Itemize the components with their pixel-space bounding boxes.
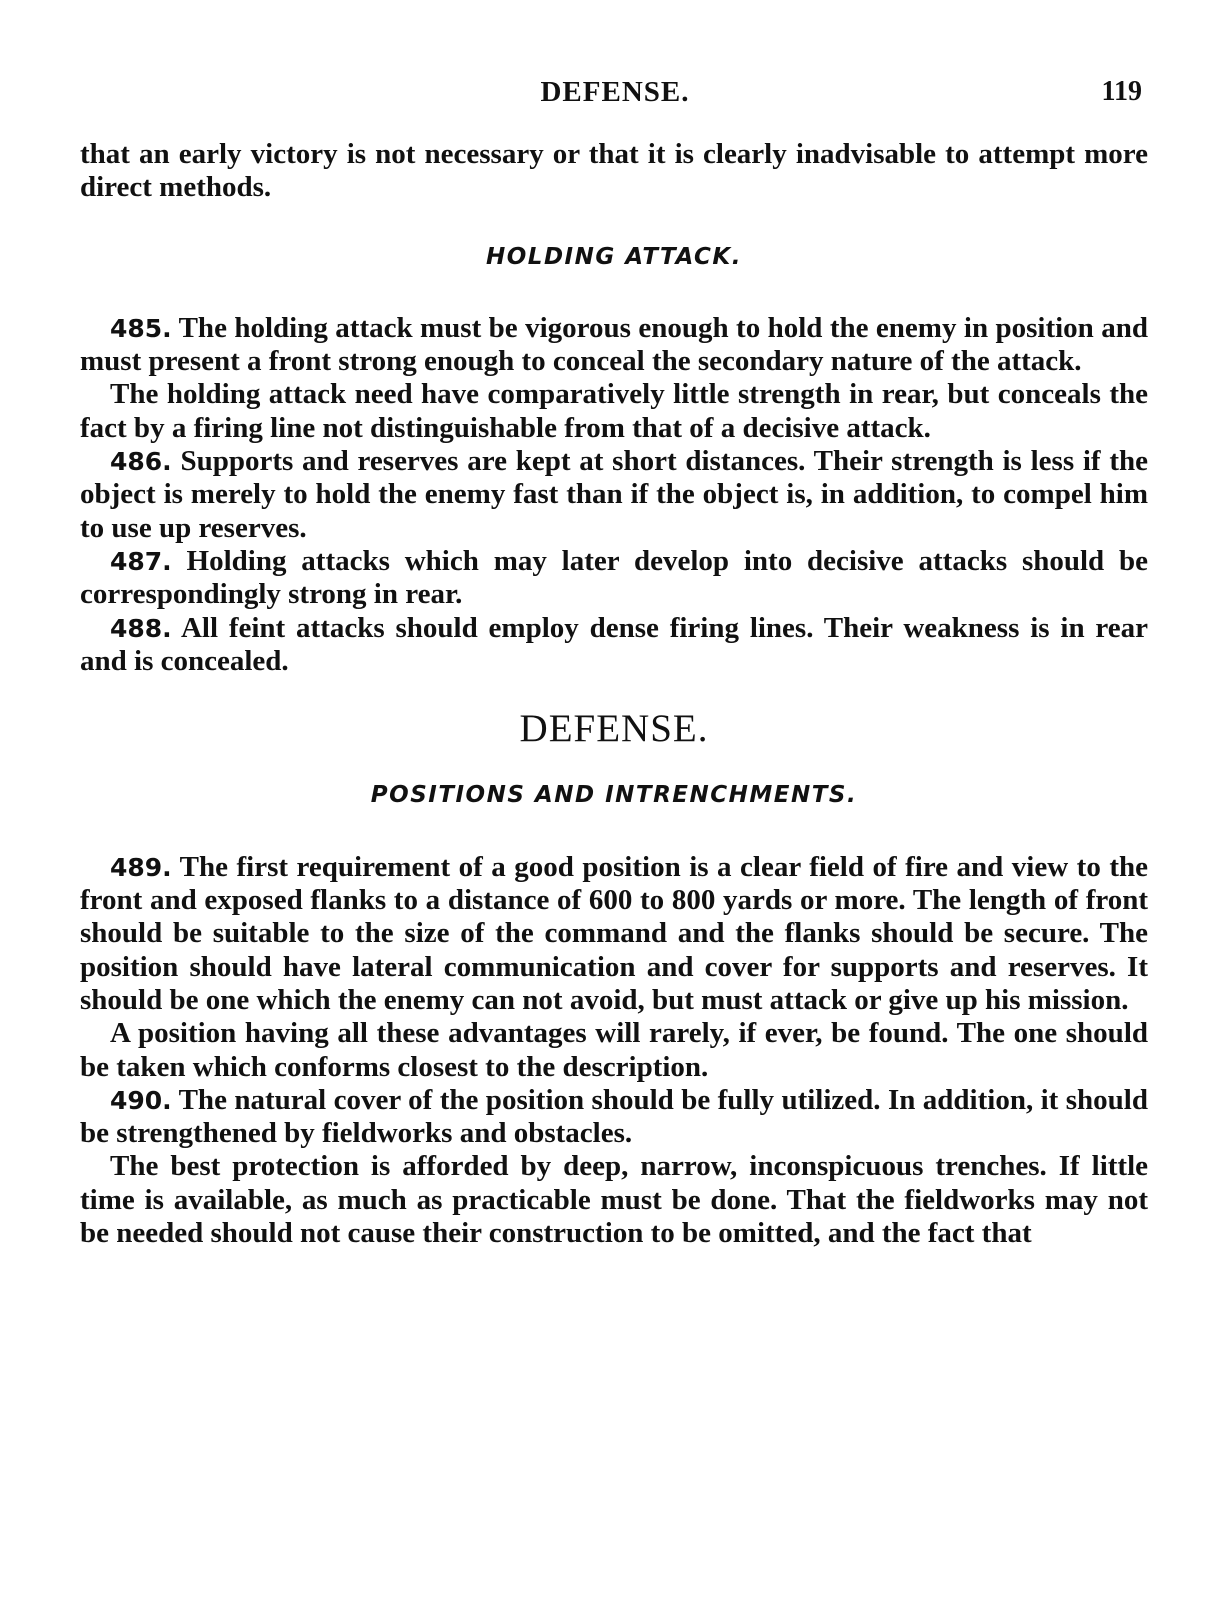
holding-attack-heading: HOLDING ATTACK.: [486, 243, 742, 270]
body-text: [80, 138, 1148, 1250]
paragraph-text: The best protection is afforded by deep, narrow, inconspicuous trenches. If little time is available, as much as practicable must be done. That the fieldworks may not be needed should not cause their construction to be omitted, and the fact that: [80, 1150, 1148, 1250]
paragraph-486: [80, 445, 1148, 545]
paragraph-485-continued: [80, 378, 1148, 445]
paragraph-489-continued: [80, 1017, 1148, 1084]
paragraph-485: [80, 312, 1148, 379]
paragraph-490: [80, 1084, 1148, 1151]
paragraph-number: 490.: [110, 1085, 172, 1115]
paragraph-text: The first requirement of a good position is a clear field of fire and view to the front and exposed flanks to a distance of 600 to 800 yards or more. The length of front should be suitable to the size of the command and the flanks should be secure. The position should have lateral communication and cover for supports and reserves. It should be one which the enemy can not avoid, but must attack or give up his mission.: [80, 850, 1148, 1016]
paragraph-number: 487.: [110, 546, 172, 576]
paragraph-489: [80, 851, 1148, 1017]
page-number: 119: [1101, 76, 1142, 107]
paragraph-text: The holding attack need have comparatively little strength in rear, but conceals the fact by a firing line not distinguishable from that of a decisive attack.: [80, 378, 1148, 444]
paragraph-number: 485.: [110, 313, 172, 343]
paragraph-number: 488.: [110, 613, 172, 643]
paragraph-488: [80, 612, 1148, 679]
paragraph-text: All feint attacks should employ dense firing lines. Their weakness is in rear and is concealed.: [80, 611, 1148, 677]
section-title: DEFENSE.: [519, 707, 709, 751]
paragraph-text: The natural cover of the position should be fully utilized. In addition, it should be strengthened by fieldworks and obstacles.: [80, 1083, 1148, 1150]
paragraph-number: 486.: [110, 447, 172, 477]
paragraph-text: Supports and reserves are kept at short distances. Their strength is less if the object is merely to hold the enemy fast than if the object is, in addition, to compel him to use up reserves.: [80, 445, 1148, 544]
paragraph-text: The holding attack must be vigorous enough to hold the enemy in position and must present a front strong enough to conceal the secondary nature of the attack.: [80, 311, 1148, 378]
paragraph-text: A position having all these advantages will rarely, if ever, be found. The one should be taken which conforms closest to the description.: [80, 1017, 1148, 1083]
paragraph-490-continued: [80, 1150, 1148, 1250]
continuation-paragraph: that an early victory is not necessary or that it is clearly inadvisable to attempt more direct methods.: [80, 138, 1148, 204]
running-head: [80, 76, 1150, 116]
paragraph-487: [80, 545, 1148, 612]
running-title: DEFENSE.: [540, 76, 690, 108]
positions-heading: POSITIONS AND INTRENCHMENTS.: [370, 782, 858, 809]
paragraph-number: 489.: [110, 852, 172, 882]
paragraph-text: Holding attacks which may later develop into decisive attacks should be correspondingly strong in rear.: [80, 544, 1149, 611]
